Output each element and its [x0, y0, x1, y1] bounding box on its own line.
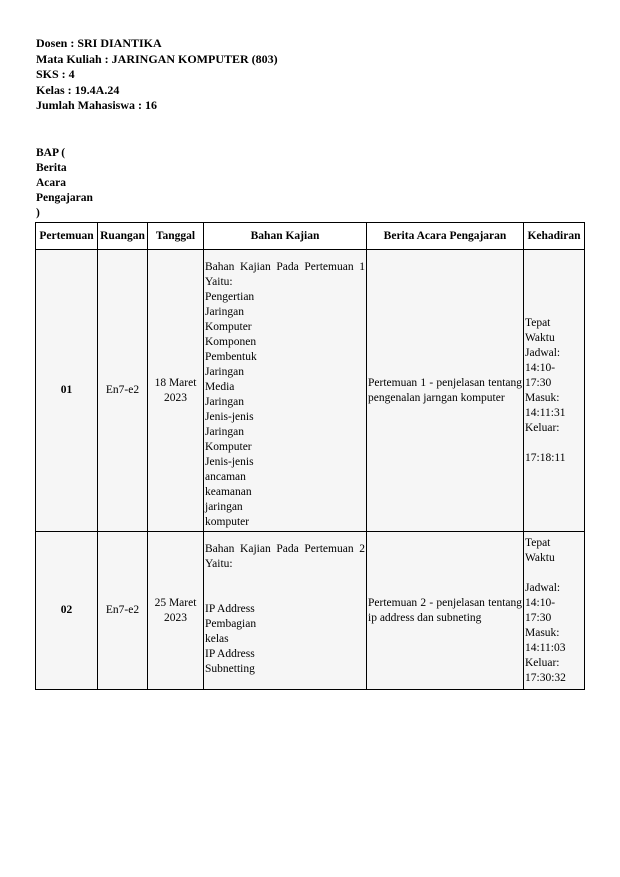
col-header-tanggal: Tanggal [148, 223, 204, 250]
cell-berita-acara [367, 532, 524, 690]
table-row [36, 532, 585, 690]
jadwal-label: Jadwal: [525, 581, 561, 594]
kehadiran-status: Tepat [525, 536, 551, 549]
kehadiran-status: Tepat [525, 316, 551, 329]
kajian-item: Komputer [205, 441, 252, 453]
kajian-item: Pembentuk [205, 351, 257, 363]
cell-pertemuan: 01 [36, 250, 98, 532]
jadwal-end: 17:30 [525, 376, 552, 389]
kehadiran-status: Waktu [525, 331, 555, 344]
cell-tanggal [148, 532, 204, 690]
sks-line: SKS : 4 [36, 67, 75, 81]
cell-pertemuan: 02 [36, 532, 98, 690]
kelas-line: Kelas : 19.4A.24 [36, 82, 120, 97]
kehadiran-status: Waktu [525, 551, 555, 564]
tanggal-year: 2023 [164, 611, 187, 624]
kajian-item: Komputer [205, 321, 252, 333]
bap-label-line: Pengajaran [36, 192, 93, 204]
kajian-item: Media [205, 381, 235, 393]
col-header-ruangan: Ruangan [98, 223, 148, 250]
berita-text: Pertemuan 1 - penjelasan tentang pengenalan jarngan komputer [368, 376, 522, 404]
kajian-item: Jaringan [205, 396, 244, 408]
cell-bahan-kajian [204, 250, 367, 532]
keluar-label: Keluar: [525, 421, 560, 434]
jumlah-mahasiswa-line: Jumlah Mahasiswa : 16 [36, 98, 158, 112]
kajian-item: komputer [205, 516, 250, 528]
col-header-pertemuan: Pertemuan [36, 223, 98, 250]
masuk-time: 14:11:31 [525, 406, 566, 419]
document-header [36, 36, 278, 114]
bap-label [36, 146, 102, 221]
kajian-item: IP Address [205, 603, 255, 615]
kajian-item: Subnetting [205, 663, 255, 675]
keluar-time: 17:30:32 [525, 671, 566, 684]
kajian-item: IP Address [205, 648, 255, 660]
kajian-item: Jaringan [205, 366, 244, 378]
kajian-item: Jaringan [205, 426, 244, 438]
kajian-item: Jenis-jenis [205, 456, 254, 468]
bap-label-line: Berita [36, 162, 67, 174]
tanggal-day-month: 25 Maret [154, 596, 197, 609]
kajian-item: ancaman [205, 471, 246, 483]
kajian-item: jaringan [205, 501, 243, 513]
masuk-label: Masuk: [525, 391, 560, 404]
berita-text: Pertemuan 2 - penjelasan tentang ip address dan subneting [368, 596, 522, 624]
bap-label-line: ) [36, 207, 40, 219]
masuk-label: Masuk: [525, 626, 560, 639]
tanggal-year: 2023 [164, 391, 187, 404]
bap-table [35, 222, 585, 690]
mata-kuliah-line: Mata Kuliah : JARINGAN KOMPUTER (803) [36, 51, 278, 66]
kajian-item: Pengertian [205, 291, 255, 303]
cell-ruangan: En7-e2 [98, 532, 148, 690]
col-header-bahan-kajian: Bahan Kajian [204, 223, 367, 250]
bap-label-line: Acara [36, 177, 67, 189]
keluar-time: 17:18:11 [525, 451, 566, 464]
kajian-item: kelas [205, 633, 229, 645]
keluar-label: Keluar: [525, 656, 560, 669]
bap-label-line: BAP ( [36, 147, 66, 159]
col-header-berita-acara: Berita Acara Pengajaran [367, 223, 524, 250]
kajian-item: keamanan [205, 486, 252, 498]
jadwal-start: 14:10- [525, 361, 556, 374]
kajian-item: Komponen [205, 336, 257, 348]
kajian-item: Jenis-jenis [205, 411, 254, 423]
jadwal-end: 17:30 [525, 611, 552, 624]
kajian-intro: Bahan Kajian Pada Pertemuan 1 Yaitu: [205, 261, 365, 288]
kajian-item: Pembagian [205, 618, 257, 630]
cell-ruangan: En7-e2 [98, 250, 148, 532]
cell-tanggal [148, 250, 204, 532]
jadwal-label: Jadwal: [525, 346, 561, 359]
cell-kehadiran [524, 250, 585, 532]
masuk-time: 14:11:03 [525, 641, 566, 654]
table-row [36, 250, 585, 532]
col-header-kehadiran: Kehadiran [524, 223, 585, 250]
cell-kehadiran [524, 532, 585, 690]
cell-bahan-kajian [204, 532, 367, 690]
dosen-line: Dosen : SRI DIANTIKA [36, 36, 162, 50]
cell-berita-acara [367, 250, 524, 532]
kajian-intro: Bahan Kajian Pada Pertemuan 2 Yaitu: [205, 543, 365, 570]
kajian-item: Jaringan [205, 306, 244, 318]
tanggal-day-month: 18 Maret [154, 376, 197, 389]
table-header-row [36, 223, 585, 250]
jadwal-start: 14:10- [525, 596, 556, 609]
